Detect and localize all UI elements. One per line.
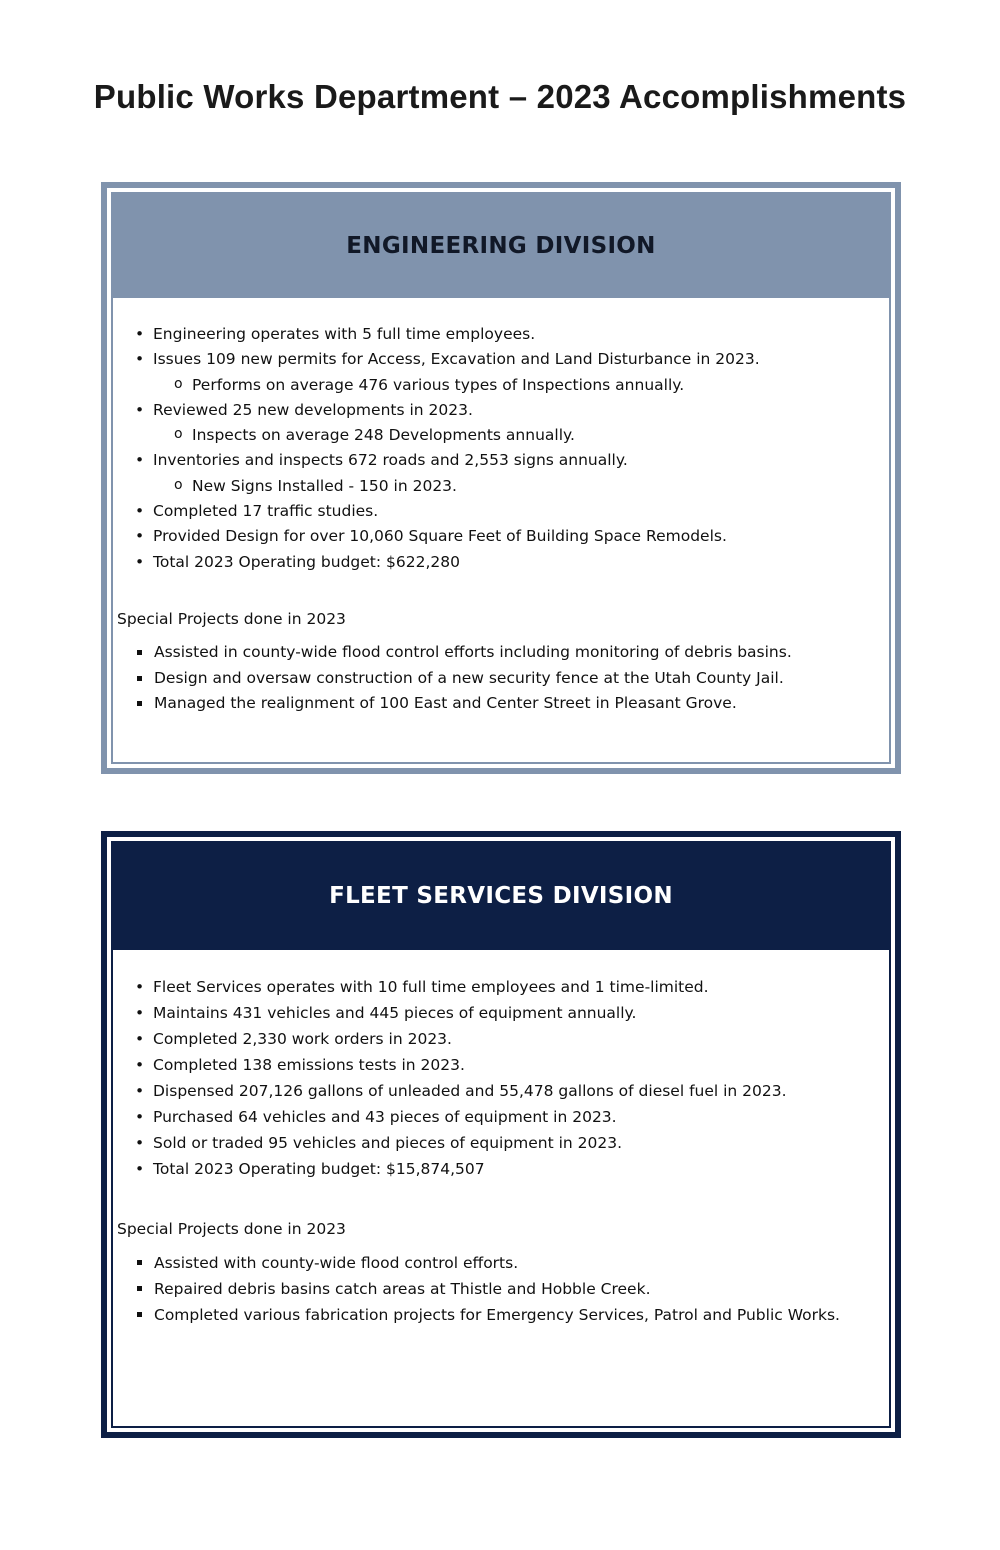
engineering-special-projects-heading: Special Projects done in 2023	[117, 609, 346, 628]
list-item: • Inventories and inspects 672 roads and 2,553 signs annually.	[113, 448, 889, 473]
list-item: • Total 2023 Operating budget: $622,280	[113, 550, 889, 575]
list-item: • Completed 17 traffic studies.	[113, 499, 889, 524]
list-item: • Maintains 431 vehicles and 445 pieces of equipment annually.	[113, 1000, 889, 1026]
sub-list-item: o Inspects on average 248 Developments annually.	[113, 423, 889, 448]
page-title: Public Works Department – 2023 Accomplishments	[93, 78, 907, 115]
special-project-item: Repaired debris basins catch areas at Thistle and Hobble Creek.	[113, 1276, 889, 1302]
engineering-division-title: ENGINEERING DIVISION	[113, 194, 889, 298]
special-project-item: Assisted in county-wide flood control efforts including monitoring of debris basins.	[113, 640, 889, 665]
special-project-item: Completed various fabrication projects for Emergency Services, Patrol and Public Works.	[113, 1302, 889, 1328]
list-item: • Dispensed 207,126 gallons of unleaded and 55,478 gallons of diesel fuel in 2023.	[113, 1078, 889, 1104]
list-item: • Purchased 64 vehicles and 43 pieces of equipment in 2023.	[113, 1104, 889, 1130]
fleet-services-division-title: FLEET SERVICES DIVISION	[113, 843, 889, 950]
sub-list-item: o Performs on average 476 various types of Inspections annually.	[113, 373, 889, 398]
engineering-content	[113, 322, 889, 716]
list-item: • Provided Design for over 10,060 Square Feet of Building Space Remodels.	[113, 524, 889, 549]
fleet-content	[113, 974, 889, 1328]
list-item: • Completed 2,330 work orders in 2023.	[113, 1026, 889, 1052]
engineering-panel-inner	[111, 192, 891, 764]
list-item: • Issues 109 new permits for Access, Excavation and Land Disturbance in 2023.	[113, 347, 889, 372]
list-item: • Total 2023 Operating budget: $15,874,507	[113, 1156, 889, 1182]
special-project-item: Design and oversaw construction of a new security fence at the Utah County Jail.	[113, 666, 889, 691]
engineering-special-projects-list	[113, 640, 889, 716]
special-project-item: Assisted with county-wide flood control efforts.	[113, 1250, 889, 1276]
fleet-special-projects-heading: Special Projects done in 2023	[117, 1220, 346, 1238]
list-item: • Completed 138 emissions tests in 2023.	[113, 1052, 889, 1078]
sub-list-item: o New Signs Installed - 150 in 2023.	[113, 474, 889, 499]
special-project-item: Managed the realignment of 100 East and Center Street in Pleasant Grove.	[113, 691, 889, 716]
fleet-panel-inner	[111, 841, 891, 1428]
fleet-special-projects-list	[113, 1250, 889, 1328]
fleet-services-division-panel	[101, 831, 901, 1438]
list-item: • Sold or traded 95 vehicles and pieces of equipment in 2023.	[113, 1130, 889, 1156]
list-item: • Reviewed 25 new developments in 2023.	[113, 398, 889, 423]
list-item: • Fleet Services operates with 10 full time employees and 1 time-limited.	[113, 974, 889, 1000]
engineering-division-panel	[101, 182, 901, 774]
engineering-accomplishments-list	[113, 322, 889, 575]
list-item: • Engineering operates with 5 full time employees.	[113, 322, 889, 347]
fleet-accomplishments-list	[113, 974, 889, 1182]
